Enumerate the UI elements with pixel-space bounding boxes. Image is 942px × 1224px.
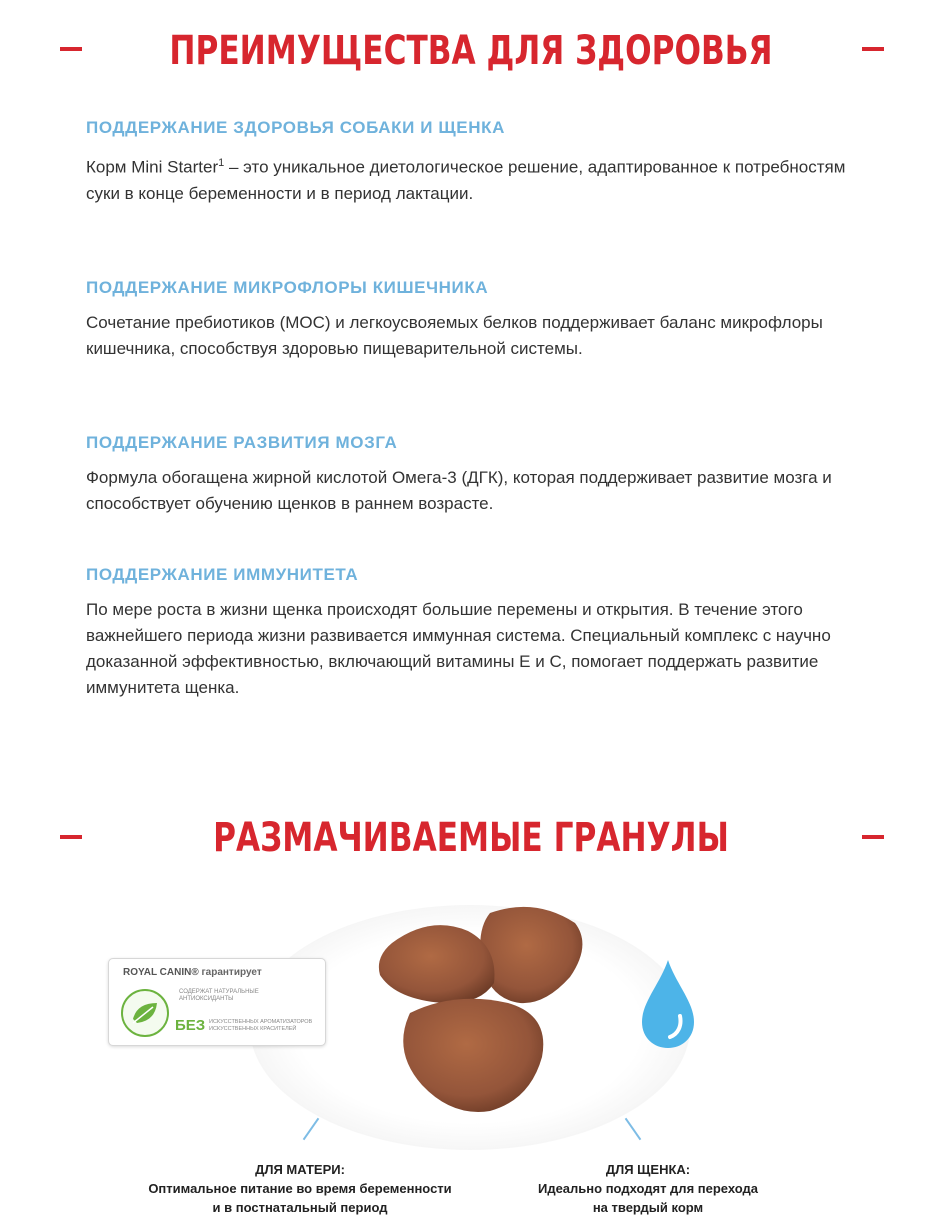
benefit-section-microflora xyxy=(86,278,856,362)
badge-antioxidants-text: СОДЕРЖАТ НАТУРАЛЬНЫЕ АНТИОКСИДАНТЫ xyxy=(179,989,259,1002)
title-dash-left xyxy=(60,47,82,51)
kibble-piece xyxy=(403,999,543,1112)
caption-pointer-left xyxy=(303,1118,320,1140)
title-dash-right xyxy=(862,47,884,51)
caption-pointer-right xyxy=(625,1118,642,1140)
caption-text: и в постнатальный период xyxy=(212,1200,388,1215)
badge-title: ROYAL CANIN® гарантирует xyxy=(123,967,262,978)
kibble-piece xyxy=(379,925,495,1003)
guarantee-badge xyxy=(108,958,326,1046)
section-heading: ПОДДЕРЖАНИЕ ЗДОРОВЬЯ СОБАКИ И ЩЕНКА xyxy=(86,118,505,137)
section-heading: ПОДДЕРЖАНИЕ РАЗВИТИЯ МОЗГА xyxy=(86,433,398,452)
caption-title: ДЛЯ ЩЕНКА: xyxy=(605,1162,691,1177)
caption-puppy xyxy=(478,1160,818,1217)
benefits-title: ПРЕИМУЩЕСТВА ДЛЯ ЗДОРОВЬЯ xyxy=(169,28,773,74)
kibble-title: РАЗМАЧИВАЕМЫЕ ГРАНУЛЫ xyxy=(213,815,729,861)
leaf-icon xyxy=(121,989,169,1037)
section-body: Сочетание пребиотиков (МОС) и легкоусвояемых белков поддерживает баланс микрофлоры кишечника, способствуя здоровью пищеварительной системы. xyxy=(86,313,823,358)
kibble-image xyxy=(370,895,600,1125)
section-body: Корм Mini Starter$^1$ – это уникальное диетологическое решение, адаптированное к потребностям суки в конце беременности и в период лактации. xyxy=(86,157,846,203)
benefit-section-health xyxy=(86,118,856,207)
footnote-marker: 1 xyxy=(218,157,225,169)
section-heading: ПОДДЕРЖАНИЕ МИКРОФЛОРЫ КИШЕЧНИКА xyxy=(86,278,489,297)
kibble-piece xyxy=(480,907,582,1003)
caption-text: Идеально подходят для перехода xyxy=(537,1181,759,1196)
water-drop-icon xyxy=(640,958,696,1050)
section-body: По мере роста в жизни щенка происходят большие перемены и открытия. В течение этого важнейшего периода жизни развивается иммунная система. Специальный комплекс с научно доказанной эффективностью, включающий витамины Е и С, помогает поддержать развитие иммунитета щенка. xyxy=(86,600,831,697)
badge-without-label: БЕЗ xyxy=(175,1017,206,1034)
title-dash-right xyxy=(862,835,884,839)
caption-mother xyxy=(130,1160,470,1217)
title-dash-left xyxy=(60,835,82,839)
section-heading: ПОДДЕРЖАНИЕ ИММУНИТЕТА xyxy=(86,565,359,584)
benefit-section-brain xyxy=(86,433,856,517)
caption-text: Оптимальное питание во время беременности xyxy=(148,1181,452,1196)
badge-no-additives-text: ИСКУССТВЕННЫХ АРОМАТИЗАТОРОВ ИСКУССТВЕННЫХ КРАСИТЕЛЕЙ xyxy=(209,1019,313,1032)
section-body: Формула обогащена жирной кислотой Омега-3 (ДГК), которая поддерживает развитие мозга и способствует обучению щенков в раннем возрасте. xyxy=(86,468,832,513)
benefit-section-immunity xyxy=(86,565,856,701)
caption-text: на твердый корм xyxy=(592,1200,704,1215)
caption-title: ДЛЯ МАТЕРИ: xyxy=(255,1162,345,1177)
